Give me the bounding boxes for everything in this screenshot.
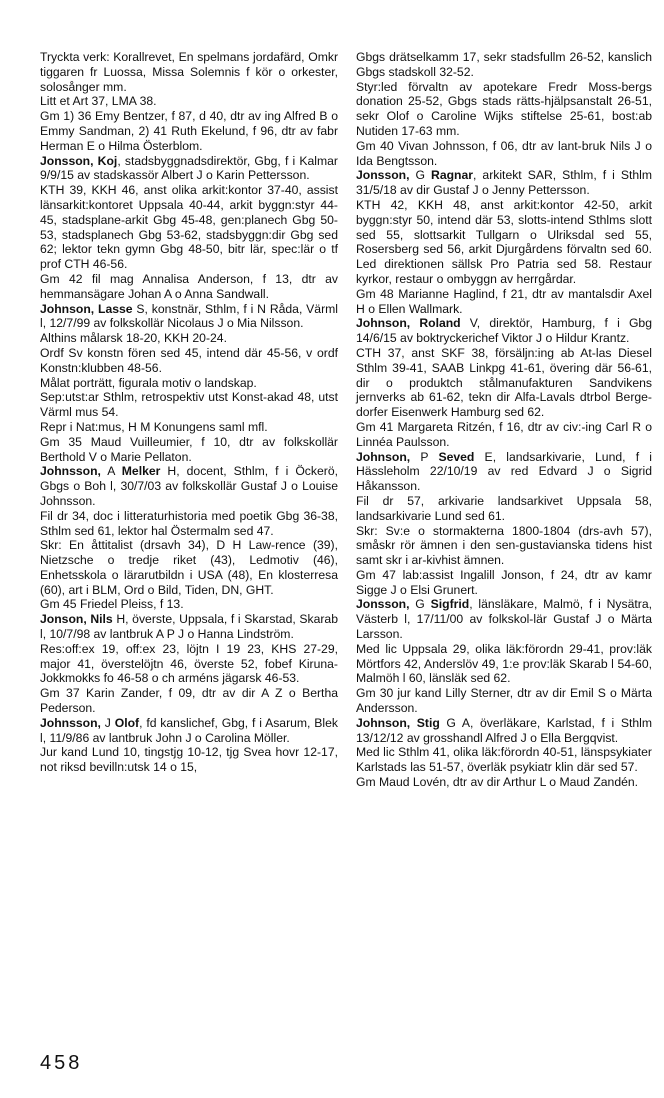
entry-header-paragraph bbox=[356, 168, 652, 286]
entry-text: Gm 47 lab:assist Ingalill Jonson, f 24, dtr av kamr Sigge J o Elsi Grunert. bbox=[356, 567, 652, 597]
entry-paragraph bbox=[40, 272, 338, 302]
entry-header-paragraph bbox=[356, 716, 652, 775]
entry-paragraph bbox=[40, 435, 338, 465]
entry-text: Gm 41 Margareta Ritzén, f 16, dtr av civ:-ing Carl R o Linnéa Paulsson. bbox=[356, 419, 652, 449]
entry-text: Med lic Uppsala 29, olika läk:förordn 29-41, prov:läk Mörtfors 42, Anderslöv 49, 1:e prov:läk Skarab l 54-60, Malmöh l 60, länsläk sed 62. bbox=[356, 641, 652, 686]
entry-name: Jonsson, bbox=[356, 597, 410, 612]
entry-paragraph bbox=[356, 568, 652, 598]
entry-text: Res:off:ex 19, off:ex 23, löjtn I 19 23, KHS 27-29, major 41, överstelöjtn 46, överste 52, fobef Kiruna-Jokkmokks fo 46-58 o ch arméns jägarsk 46-53. bbox=[40, 641, 338, 686]
entry-paragraph bbox=[40, 50, 338, 94]
entry-heading-text: J bbox=[100, 715, 115, 730]
entry-heading-text: G bbox=[409, 168, 432, 183]
entry-heading-text: G A, överläkare, Karlstad, f i Sthlm 13/12/12 av grosshandl Alfred J o Ella Bergqvist. bbox=[356, 715, 652, 745]
entry-paragraph bbox=[40, 346, 338, 376]
entry-text: Litt et Art 37, LMA 38. bbox=[40, 94, 157, 109]
entry-paragraph bbox=[40, 538, 338, 597]
entry-name: Johnson, bbox=[356, 449, 411, 464]
entry-paragraph bbox=[40, 420, 338, 435]
biography-entry bbox=[40, 716, 338, 775]
entry-heading-text: , arkitekt SAR, Sthlm, f i Sthlm 31/5/18 av dir Gustaf J o Jenny Pettersson. bbox=[356, 168, 652, 198]
entry-name: Olof bbox=[114, 715, 140, 730]
entry-text: Gm 40 Vivan Johnsson, f 06, dtr av lant-bruk Nils J o Ida Bengtsson. bbox=[356, 138, 652, 168]
entry-text: Gm Maud Lovén, dtr av dir Arthur L o Maud Zandén. bbox=[356, 775, 639, 790]
entry-heading-text: G bbox=[409, 597, 431, 612]
entry-paragraph bbox=[356, 287, 652, 317]
entry-header-paragraph bbox=[40, 154, 338, 272]
entry-header-paragraph bbox=[356, 597, 652, 686]
entry-text: Gm 35 Maud Vuilleumier, f 10, dtr av folkskollär Berthold V o Marie Pellaton. bbox=[40, 434, 338, 464]
entry-heading-text: V, direktör, Hamburg, f i Gbg 14/6/15 av boktryckerichef Viktor J o Hildur Krantz. bbox=[356, 316, 652, 346]
biography-entry bbox=[356, 316, 652, 449]
entry-text: Gm 30 jur kand Lilly Sterner, dtr av dir Emil S o Märta Andersson. bbox=[356, 686, 652, 716]
biography-entry bbox=[40, 464, 338, 612]
entry-text: Ordf Sv konstn fören sed 45, intend där 45-56, v ordf Konstn:klubben 48-56. bbox=[40, 345, 338, 375]
entry-name: Jonson, Nils bbox=[40, 612, 113, 627]
entry-heading-text: H, överste, Uppsala, f i Skarstad, Skarab l, 10/7/98 av lantbruk A P J o Hanna Lindström. bbox=[40, 612, 338, 642]
entry-paragraph bbox=[356, 420, 652, 450]
entry-name: Jonsson, Koj bbox=[40, 153, 118, 168]
entry-text: Målat porträtt, figurala motiv o landskap. bbox=[40, 375, 257, 390]
entry-header-paragraph bbox=[356, 450, 652, 524]
entry-text: Med lic Sthlm 41, olika läk:förordn 40-51, länspsykiater Karlstads las 51-57, överläk psykiatr klin där sed 57. bbox=[356, 745, 652, 775]
entry-name: Johnson, Lasse bbox=[40, 301, 133, 316]
entry-paragraph bbox=[40, 686, 338, 716]
biography-entry bbox=[40, 154, 338, 302]
entry-text: Gm 37 Karin Zander, f 09, dtr av dir A Z o Bertha Pederson. bbox=[40, 686, 338, 716]
entry-heading-text: E, landsarkivarie, Lund, f i Hässleholm 22/10/19 av red Edvard J o Sigrid Håkansson. bbox=[356, 449, 652, 494]
entry-text: Tryckta verk: Korallrevet, En spelmans jordafärd, Omkr tiggaren fr Luossa, Missa Solemnis f kör o orkester, solosånger mm. bbox=[40, 50, 338, 94]
entry-paragraph bbox=[356, 50, 652, 80]
entry-header-paragraph bbox=[40, 612, 338, 686]
entry-paragraph bbox=[40, 94, 338, 109]
entry-header-paragraph bbox=[40, 464, 338, 538]
right-column bbox=[356, 50, 652, 790]
entry-paragraph bbox=[356, 139, 652, 169]
entry-heading-text: , länsläkare, Malmö, f i Nysätra, Västerb l, 17/11/00 av folkskol-lär Gustaf J o Märta Larsson. bbox=[356, 597, 652, 642]
biography-entry bbox=[40, 612, 338, 716]
entry-text: Styr:led förvaltn av apotekare Fredr Moss-bergs donation 25-52, Gbgs stads rätts-hjälpsanstalt 26-51, sekr Olof o Caroline Wijks stiftelse 25-61, bost:ab Nutiden 17-63 mm. bbox=[356, 79, 652, 138]
entry-text: Skr: Sv:e o stormakterna 1800-1804 (drs-avh 57), småskr rör ämnen i den sen-gustavianska tidens hist samt skr i ar-kivhist ämnen. bbox=[356, 523, 652, 568]
entry-name: Johnsson, bbox=[40, 715, 101, 730]
entry-name: Melker bbox=[121, 464, 161, 479]
entry-name: Seved bbox=[438, 449, 475, 464]
entry-text: Fil dr 57, arkivarie landsarkivet Uppsala 58, landsarkivarie Lund sed 61. bbox=[356, 493, 652, 523]
entry-name: Sigfrid bbox=[430, 597, 470, 612]
entry-paragraph bbox=[356, 524, 652, 568]
page-number: 458 bbox=[40, 1052, 83, 1074]
entry-text: Sep:utst:ar Sthlm, retrospektiv utst Konst-akad 48, utst Värml mus 54. bbox=[40, 390, 338, 420]
entry-text: CTH 37, anst SKF 38, försäljn:ing ab At-las Diesel Sthlm 39-41, SAAB Linkpg 41-61, övering där 56-61, dir o produktch stålmanufakturen Sandvikens jernverks ab 61-62, tekn dir Alfa-Lavals dtrbol Berge-dorfer Eisenwerk Hamburg sed 62. bbox=[356, 345, 652, 420]
entry-heading-text: , fd kanslichef, Gbg, f i Asarum, Blek l, 11/9/86 av lantbruk John J o Carolina Möller. bbox=[40, 715, 338, 745]
entry-header-paragraph bbox=[40, 716, 338, 775]
entry-paragraph bbox=[356, 80, 652, 139]
entry-name: Johnson, Stig bbox=[356, 715, 440, 730]
biography-entry bbox=[356, 716, 652, 790]
entry-paragraph bbox=[40, 109, 338, 153]
entry-heading-text: , stadsbyggnadsdirektör, Gbg, f i Kalmar 9/9/15 av stadskassör Albert J o Karin Pettersson. bbox=[40, 153, 338, 183]
entry-text: Gm 42 fil mag Annalisa Anderson, f 13, dtr av hemmansägare Johan A o Anna Sandwall. bbox=[40, 271, 338, 301]
entry-text: Skr: En åttitalist (drsavh 34), D H Law-rence (39), Nietzsche o tredje riket (43), Ledmotiv (46), Enhetsskola o lärarutbildn i USA (48), En klosterresa (60), art i BLM, Ord o Bild, Tiden, DN, GHT. bbox=[40, 538, 338, 597]
entry-text: Fil dr 34, doc i litteraturhistoria med poetik Gbg 36-38, Sthlm sed 61, lektor hal Östermalm sed 47. bbox=[40, 508, 338, 538]
entry-text: KTH 42, KKH 48, anst arkit:kontor 42-50, arkit byggn:styr 50, intend där 53, slotts-intend Sthlms slott sed 55, slottsarkit Tullgarn o Ulriksdal sed 55, Rosersberg sed 56, arkit Djurgårdens förvaltn sed 60. Led direktionen sällsk Pro Patria sed 58. Restaur kyrkor, restaur o ombyggn av herrgårdar. bbox=[356, 197, 652, 286]
entry-name: Jonsson, bbox=[356, 168, 410, 183]
entry-text: Jur kand Lund 10, tingstjg 10-12, tjg Svea hovr 12-17, not riksd bevilln:utsk 14 o 15, bbox=[40, 745, 338, 775]
entry-paragraph bbox=[40, 390, 338, 420]
entry-name: Johnson, Roland bbox=[356, 316, 461, 331]
biography-entry bbox=[40, 302, 338, 465]
entry-paragraph bbox=[40, 376, 338, 391]
entry-text: Gm 1) 36 Emy Bentzer, f 87, d 40, dtr av ing Alfred B o Emmy Sandman, 2) 41 Ruth Ekelund, f 96, dtr av fabr Herman E o Hilma Österblom. bbox=[40, 109, 338, 153]
entry-name: Johnsson, bbox=[40, 464, 101, 479]
entry-text: KTH 39, KKH 46, anst olika arkit:kontor 37-40, assist länsarkit:kontoret Uppsala 40-44, arkit byggn:styr 44-45, stadsplane-arkit Gbg 45-48, gen:planech Gbg 50-53, stadsplanech Gbg 53-62, stadsbyggn:dir Gbg sed 62; lektor tekn gymn Gbg 48-50, bitr lär, spec:lär o tf prof CTH 46-56. bbox=[40, 183, 338, 272]
entry-paragraph bbox=[356, 775, 652, 790]
entry-name: Ragnar bbox=[431, 168, 474, 183]
entry-heading-text: S, konstnär, Sthlm, f i N Råda, Värml l, 12/7/99 av folkskollär Nicolaus J o Mia Nilsson. bbox=[40, 301, 339, 331]
entry-text: Gm 45 Friedel Pleiss, f 13. bbox=[40, 597, 184, 612]
entry-text: Repr i Nat:mus, H M Konungens saml mfl. bbox=[40, 419, 268, 434]
entry-text: Gm 48 Marianne Haglind, f 21, dtr av mantalsdir Axel H o Ellen Wallmark. bbox=[356, 286, 652, 316]
entry-header-paragraph bbox=[40, 302, 338, 346]
entry-text: Gbgs drätselkamm 17, sekr stadsfullm 26-52, kanslich Gbgs stadskoll 32-52. bbox=[356, 50, 652, 79]
entry-heading-text: P bbox=[410, 449, 439, 464]
biography-entry bbox=[356, 168, 652, 316]
biography-entry bbox=[356, 450, 652, 598]
biography-entry bbox=[356, 597, 652, 715]
entry-header-paragraph bbox=[356, 316, 652, 420]
entry-text: Althins målarsk 18-20, KKH 20-24. bbox=[40, 331, 227, 346]
entry-heading-text: A bbox=[100, 464, 122, 479]
biography-entry bbox=[40, 50, 338, 154]
entry-paragraph bbox=[40, 597, 338, 612]
biography-entry bbox=[356, 50, 652, 168]
entry-paragraph bbox=[356, 686, 652, 716]
left-column bbox=[40, 50, 338, 775]
entry-heading-text: H, docent, Sthlm, f i Öckerö, Gbgs o Boh l, 30/7/03 av folkskollär Gustaf J o Louise Johnsson. bbox=[40, 464, 338, 508]
